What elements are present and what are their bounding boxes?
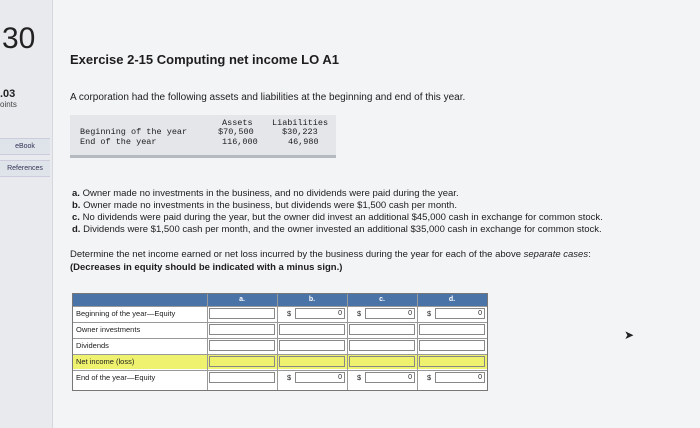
input-c-dividends[interactable]: [349, 340, 415, 351]
row-label: Beginning of the year: [80, 127, 188, 137]
liabilities-value: 46,980: [288, 137, 319, 147]
input-d-investments[interactable]: [419, 324, 485, 335]
scenario-a: a. Owner made no investments in the business, and no dividends were paid during the year.: [72, 188, 459, 199]
table-row: Beginning of the year—Equity $ 0 $ 0 $ 0: [73, 306, 487, 321]
input-a-beginning[interactable]: [209, 308, 275, 319]
input-d-end[interactable]: 0: [435, 372, 485, 383]
left-sidebar: [0, 0, 53, 428]
input-c-net-income[interactable]: [349, 356, 415, 367]
header-c: c.: [347, 294, 417, 306]
input-a-investments[interactable]: [209, 324, 275, 335]
input-b-end[interactable]: 0: [295, 372, 345, 383]
table-row: End of the year—Equity $ 0 $ 0 $ 0: [73, 370, 487, 385]
input-d-beginning[interactable]: 0: [435, 308, 485, 319]
col-assets: Assets: [222, 118, 253, 128]
exercise-title: Exercise 2-15 Computing net income LO A1: [70, 52, 339, 67]
points-value: .03: [0, 88, 16, 100]
input-a-end[interactable]: [209, 372, 275, 383]
assets-value: 116,000: [222, 137, 258, 147]
assets-value: $70,500: [218, 127, 254, 137]
input-b-investments[interactable]: [279, 324, 345, 335]
instructions: Determine the net income earned or net loss incurred by the business during the year for each of the above separate cases:: [70, 249, 591, 260]
input-a-net-income[interactable]: [209, 356, 275, 367]
header-d: d.: [417, 294, 487, 306]
input-d-dividends[interactable]: [419, 340, 485, 351]
input-a-dividends[interactable]: [209, 340, 275, 351]
exercise-intro: A corporation had the following assets and liabilities at the beginning and end of this year.: [70, 92, 466, 103]
answer-table: [72, 293, 488, 391]
liabilities-value: $30,223: [282, 127, 318, 137]
instructions-note: (Decreases in equity should be indicated with a minus sign.): [70, 262, 343, 273]
input-b-beginning[interactable]: 0: [295, 308, 345, 319]
given-data-table: [70, 115, 336, 158]
table-row: Dividends: [73, 338, 487, 353]
input-d-net-income[interactable]: [419, 356, 485, 367]
header-b: b.: [277, 294, 347, 306]
input-b-net-income[interactable]: [279, 356, 345, 367]
mouse-cursor-icon: ➤: [624, 328, 635, 342]
input-b-dividends[interactable]: [279, 340, 345, 351]
scenario-c: c. No dividends were paid during the year, but the owner did invest an additional $45,000 cash in exchange for common stock.: [72, 212, 603, 223]
input-c-end[interactable]: 0: [365, 372, 415, 383]
header-a: a.: [207, 294, 277, 306]
input-c-investments[interactable]: [349, 324, 415, 335]
input-c-beginning[interactable]: 0: [365, 308, 415, 319]
scenario-b: b. Owner made no investments in the business, but dividends were $1,500 cash per month.: [72, 200, 457, 211]
references-button[interactable]: References: [0, 160, 50, 177]
table-row: Owner investments: [73, 322, 487, 337]
column-divider: [207, 294, 208, 390]
column-divider: [277, 294, 278, 390]
scenario-d: d. Dividends were $1,500 cash per month, and the owner invested an additional $35,000 cash in exchange for common stock.: [72, 224, 602, 235]
question-number: 30: [2, 22, 36, 55]
column-divider: [347, 294, 348, 390]
column-divider: [417, 294, 418, 390]
ebook-button[interactable]: eBook: [0, 138, 50, 155]
header-blank: [73, 294, 207, 306]
row-label: End of the year: [80, 137, 157, 147]
points-label: oints: [0, 100, 17, 109]
col-liabilities: Liabilities: [272, 118, 329, 128]
table-row: Net income (loss): [73, 354, 487, 369]
